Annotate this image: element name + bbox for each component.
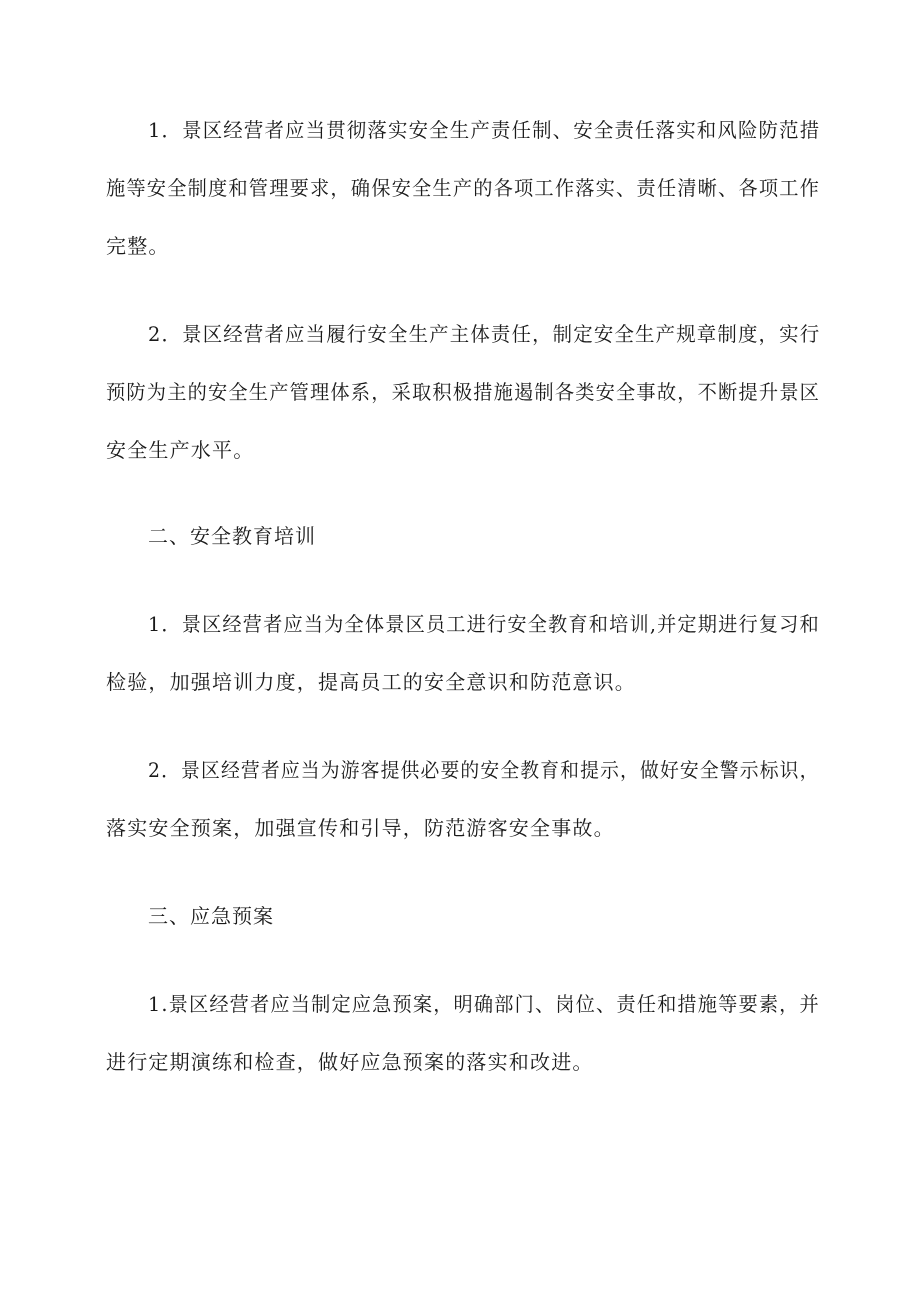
paragraph-2-line-1: 2．景区经营者应当履行安全生产主体责任，制定安全生产规章制度，实行: [148, 322, 821, 346]
paragraph-3-line-2: 检验，加强培训力度，提高员工的安全意识和防范意识。: [106, 670, 636, 694]
section-heading-emergency-plan: 三、应急预案: [148, 904, 274, 928]
paragraph-2-line-3: 安全生产水平。: [106, 438, 255, 462]
paragraph-5-line-2: 进行定期演练和检查，做好应急预案的落实和改进。: [106, 1050, 594, 1074]
paragraph-2-line-2: 预防为主的安全生产管理体系，采取积极措施遏制各类安全事故，不断提升景区: [106, 380, 821, 404]
paragraph-1-line-3: 完整。: [106, 234, 170, 258]
paragraph-4-line-2: 落实安全预案，加强宣传和引导，防范游客安全事故。: [106, 816, 615, 840]
paragraph-5-line-1: 1.景区经营者应当制定应急预案，明确部门、岗位、责任和措施等要素，并: [148, 992, 820, 1016]
paragraph-4-line-1: 2．景区经营者应当为游客提供必要的安全教育和提示，做好安全警示标识，: [148, 758, 820, 782]
paragraph-1-line-1: 1．景区经营者应当贯彻落实安全生产责任制、安全责任落实和风险防范措: [148, 118, 821, 142]
paragraph-3-line-1: 1．景区经营者应当为全体景区员工进行安全教育和培训,并定期进行复习和: [148, 612, 820, 636]
paragraph-1-line-2: 施等安全制度和管理要求，确保安全生产的各项工作落实、责任清晰、各项工作: [106, 176, 821, 200]
section-heading-safety-training: 二、安全教育培训: [148, 524, 316, 548]
